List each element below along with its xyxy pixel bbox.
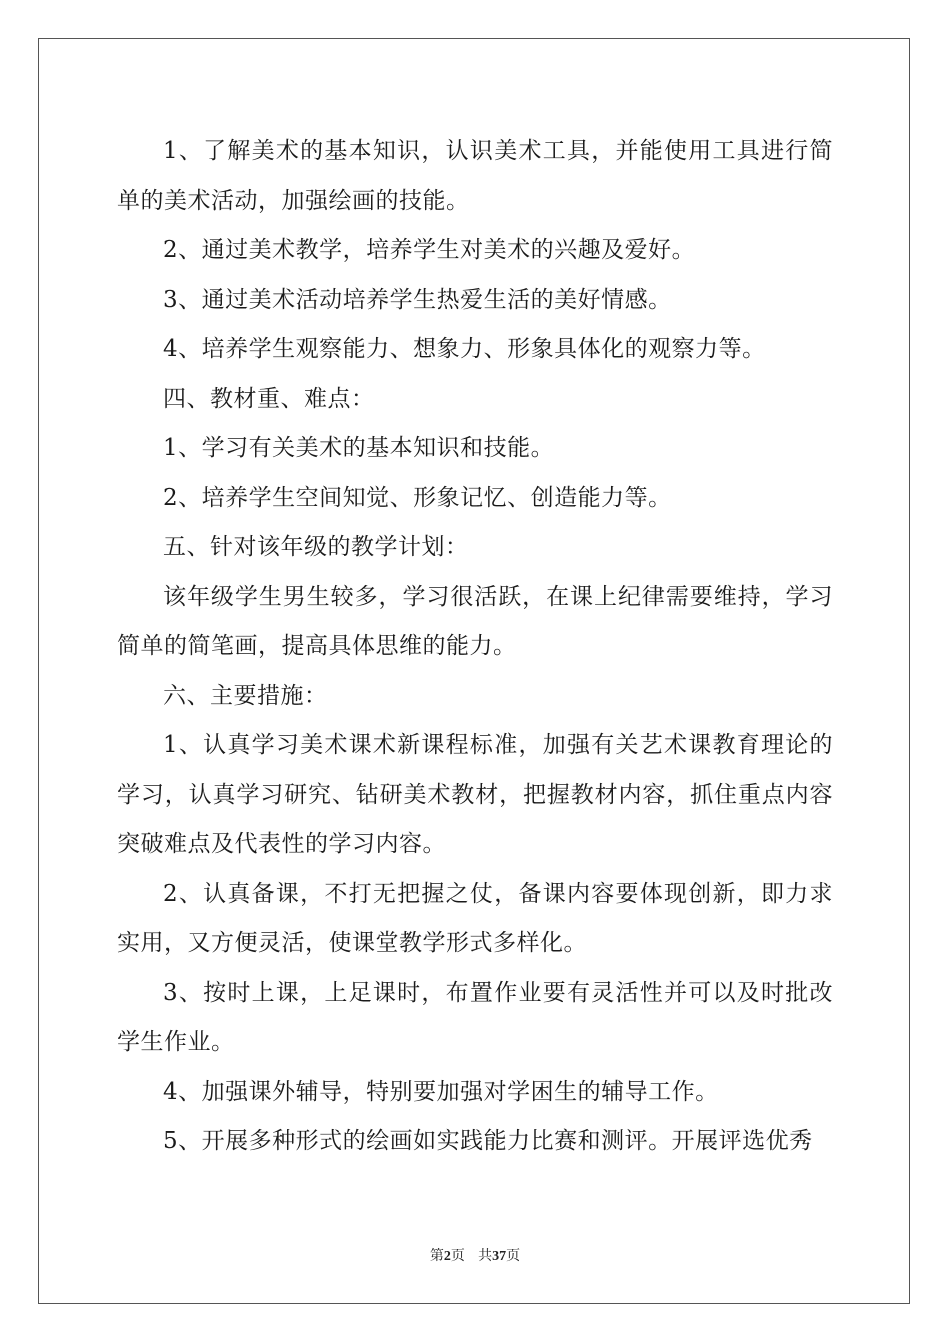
page-footer bbox=[0, 1245, 950, 1265]
section-heading: 五、针对该年级的教学计划： bbox=[163, 534, 469, 560]
section-heading: 六、主要措施： bbox=[163, 682, 328, 709]
paragraph: 2、认真备课，不打无把握之仗，备课内容要体现创新，即力求实用，又方便灵活，使课堂教学形式多样化。 bbox=[117, 880, 833, 956]
paragraph: 2、通过美术教学，培养学生对美术的兴趣及爱好。 bbox=[163, 237, 696, 263]
paragraph: 1、学习有关美术的基本知识和技能。 bbox=[163, 435, 555, 461]
paragraph: 2、培养学生空间知觉、形象记忆、创造能力等。 bbox=[163, 484, 672, 511]
paragraph: 1、认真学习美术课术新课程标准，加强有关艺术课教育理论的学习，认真学习研究、钻研美术教材，把握教材内容，抓住重点内容突破难点及代表性的学习内容。 bbox=[117, 732, 833, 857]
total-page-number: 37 bbox=[492, 1249, 507, 1264]
footer-prefix: 第 bbox=[429, 1248, 444, 1264]
paragraph: 4、培养学生观察能力、想象力、形象具体化的观察力等。 bbox=[163, 336, 766, 362]
paragraph: 3、通过美术活动培养学生热爱生活的美好情感。 bbox=[163, 286, 672, 313]
footer-total-suffix: 页 bbox=[506, 1248, 521, 1264]
current-page-number: 2 bbox=[443, 1249, 451, 1264]
paragraph: 1、了解美术的基本知识，认识美术工具，并能使用工具进行简单的美术活动，加强绘画的技能。 bbox=[117, 138, 833, 214]
footer-page-suffix: 页 bbox=[450, 1248, 465, 1264]
paragraph: 4、加强课外辅导，特别要加强对学困生的辅导工作。 bbox=[163, 1078, 719, 1105]
paragraph: 3、按时上课，上足课时，布置作业要有灵活性并可以及时批改学生作业。 bbox=[117, 979, 833, 1055]
paragraph: 该年级学生男生较多，学习很活跃，在课上纪律需要维持，学习简单的简笔画，提高具体思维的能力。 bbox=[117, 583, 833, 659]
footer-total-prefix: 共 bbox=[478, 1248, 493, 1264]
section-heading: 四、教材重、难点： bbox=[163, 385, 375, 412]
document-body bbox=[117, 127, 833, 1167]
paragraph: 5、开展多种形式的绘画如实践能力比赛和测评。开展评选优秀 bbox=[163, 1128, 813, 1154]
